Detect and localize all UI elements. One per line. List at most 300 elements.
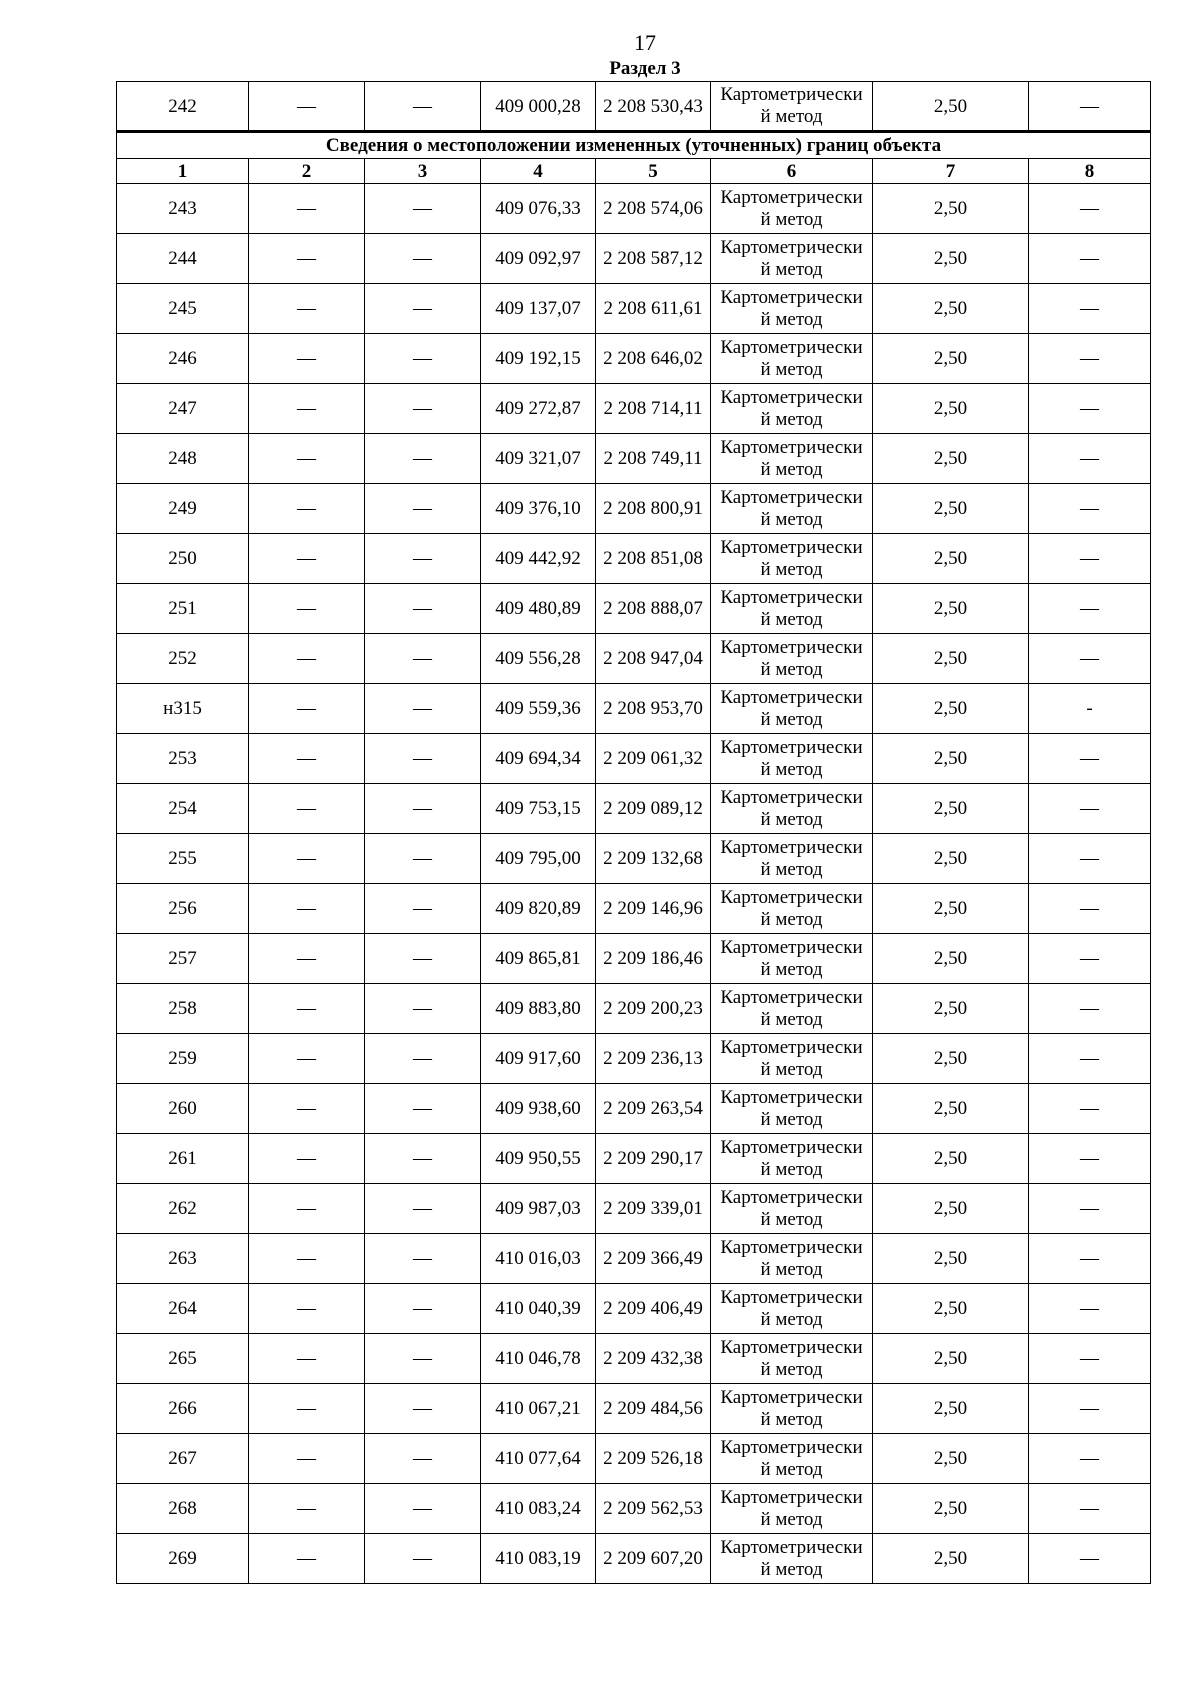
table-cell: — (1029, 384, 1151, 434)
table-cell: — (1029, 484, 1151, 534)
table-row (117, 184, 1151, 234)
method-line: Картометрически (720, 636, 863, 658)
table-cell: 2 209 607,20 (596, 1534, 711, 1584)
table-cell: 245 (117, 284, 249, 334)
table-cell: — (365, 1234, 481, 1284)
table-cell: 409 820,89 (481, 884, 596, 934)
table-cell: — (365, 1334, 481, 1384)
method-cell (711, 1534, 873, 1584)
method-line: й метод (760, 658, 823, 680)
table-cell: — (1029, 434, 1151, 484)
table-cell: 410 077,64 (481, 1434, 596, 1484)
table-row (117, 1084, 1151, 1134)
method-cell (711, 184, 873, 234)
table-cell: 2,50 (873, 484, 1029, 534)
table-cell: 409 272,87 (481, 384, 596, 434)
method-line: й метод (760, 1058, 823, 1080)
method-line: Картометрически (720, 1286, 863, 1308)
method-cell (711, 1234, 873, 1284)
method-line: Картометрически (720, 836, 863, 858)
column-number: 7 (873, 159, 1029, 184)
table-cell: 261 (117, 1134, 249, 1184)
method-line: й метод (760, 708, 823, 730)
table-cell: — (249, 934, 365, 984)
table-cell: 244 (117, 234, 249, 284)
table-cell: 410 040,39 (481, 1284, 596, 1334)
table-heading-row (117, 132, 1151, 159)
table-cell: 410 083,19 (481, 1534, 596, 1584)
table-cell: — (1029, 1034, 1151, 1084)
method-line: й метод (760, 1558, 823, 1580)
table-row (117, 534, 1151, 584)
table-cell: — (249, 484, 365, 534)
method-line: Картометрически (720, 736, 863, 758)
table-cell: 409 556,28 (481, 634, 596, 684)
table-cell: — (365, 734, 481, 784)
table-cell: — (1029, 834, 1151, 884)
table-cell: — (249, 784, 365, 834)
table-cell: 2,50 (873, 1184, 1029, 1234)
table-cell: — (365, 82, 481, 132)
table-cell: 410 067,21 (481, 1384, 596, 1434)
table-cell: 2 208 646,02 (596, 334, 711, 384)
table-row (117, 1034, 1151, 1084)
method-line: Картометрически (720, 286, 863, 308)
table-cell: 410 046,78 (481, 1334, 596, 1384)
table-cell: 264 (117, 1284, 249, 1334)
table-cell: — (249, 1434, 365, 1484)
table-cell: — (249, 1084, 365, 1134)
column-numbers-row (117, 159, 1151, 184)
table-cell: — (1029, 1284, 1151, 1334)
table-cell: — (1029, 334, 1151, 384)
table-cell: 249 (117, 484, 249, 534)
table-row (117, 284, 1151, 334)
method-cell (711, 684, 873, 734)
method-line: й метод (760, 758, 823, 780)
table-cell: — (365, 584, 481, 634)
table-cell: 2,50 (873, 1034, 1029, 1084)
table-cell: 2 209 290,17 (596, 1134, 711, 1184)
table-cell: — (1029, 1484, 1151, 1534)
method-line: й метод (760, 308, 823, 330)
table-cell: 409 753,15 (481, 784, 596, 834)
table-cell: 247 (117, 384, 249, 434)
method-cell (711, 1334, 873, 1384)
table-cell: — (365, 1384, 481, 1434)
table-cell: 242 (117, 82, 249, 132)
table-cell: 409 917,60 (481, 1034, 596, 1084)
table-cell: — (1029, 234, 1151, 284)
table-cell: 2,50 (873, 1534, 1029, 1584)
table-cell: — (1029, 984, 1151, 1034)
method-line: Картометрически (720, 686, 863, 708)
table-row (117, 334, 1151, 384)
table-cell: — (1029, 1184, 1151, 1234)
table-cell: — (1029, 1334, 1151, 1384)
method-line: й метод (760, 408, 823, 430)
table-cell: 2 208 714,11 (596, 384, 711, 434)
table-row (117, 584, 1151, 634)
table-cell: 250 (117, 534, 249, 584)
method-line: Картометрически (720, 1136, 863, 1158)
method-line: Картометрически (720, 1236, 863, 1258)
table-cell: 2,50 (873, 1334, 1029, 1384)
table-cell: 254 (117, 784, 249, 834)
table-cell: — (249, 1284, 365, 1334)
method-line: й метод (760, 458, 823, 480)
table-cell: 2,50 (873, 984, 1029, 1034)
table-cell: 263 (117, 1234, 249, 1284)
method-line: й метод (760, 1358, 823, 1380)
table-cell: — (1029, 734, 1151, 784)
table-cell: 2 208 888,07 (596, 584, 711, 634)
table-cell: 2 208 851,08 (596, 534, 711, 584)
method-line: Картометрически (720, 886, 863, 908)
table-cell: — (249, 1534, 365, 1584)
table-cell: 409 192,15 (481, 334, 596, 384)
table-cell: 268 (117, 1484, 249, 1534)
table-cell: — (365, 1034, 481, 1084)
table-cell: 2,50 (873, 684, 1029, 734)
table-row (117, 984, 1151, 1034)
table-cell: 2 208 947,04 (596, 634, 711, 684)
table-cell: 409 559,36 (481, 684, 596, 734)
table-cell: — (1029, 1434, 1151, 1484)
table-row (117, 1134, 1151, 1184)
method-line: Картометрически (720, 786, 863, 808)
table-cell: — (365, 1134, 481, 1184)
table-cell: 2 209 263,54 (596, 1084, 711, 1134)
table-row (117, 784, 1151, 834)
table-cell: 260 (117, 1084, 249, 1134)
table-cell: 2,50 (873, 784, 1029, 834)
table-row (117, 934, 1151, 984)
table-cell: — (365, 1484, 481, 1534)
table-cell: — (365, 234, 481, 284)
table-cell: — (249, 984, 365, 1034)
table-cell: 259 (117, 1034, 249, 1084)
method-line: й метод (760, 1308, 823, 1330)
table-row (117, 834, 1151, 884)
column-number: 4 (481, 159, 596, 184)
table-cell: — (365, 284, 481, 334)
table-cell: 409 321,07 (481, 434, 596, 484)
table-cell: - (1029, 684, 1151, 734)
table-row (117, 1234, 1151, 1284)
table-cell: 2,50 (873, 82, 1029, 132)
method-line: й метод (760, 208, 823, 230)
page-number: 17 (634, 30, 656, 55)
column-number: 6 (711, 159, 873, 184)
method-cell (711, 1284, 873, 1334)
table-cell: — (249, 684, 365, 734)
table-cell: 410 016,03 (481, 1234, 596, 1284)
table-cell: 2,50 (873, 1134, 1029, 1184)
table-cell: 2 209 339,01 (596, 1184, 711, 1234)
table-cell: 2 208 611,61 (596, 284, 711, 334)
method-cell (711, 434, 873, 484)
table-cell: — (249, 384, 365, 434)
table-cell: 2 209 432,38 (596, 1334, 711, 1384)
table-cell: — (249, 1334, 365, 1384)
table-cell: — (1029, 1384, 1151, 1434)
table-row (117, 884, 1151, 934)
method-line: Картометрически (720, 336, 863, 358)
method-line: й метод (760, 1108, 823, 1130)
table-cell: 2,50 (873, 584, 1029, 634)
table-cell: — (249, 884, 365, 934)
table-cell: 409 694,34 (481, 734, 596, 784)
method-line: й метод (760, 1008, 823, 1030)
table-cell: 255 (117, 834, 249, 884)
method-line: й метод (760, 1208, 823, 1230)
table-cell: 2,50 (873, 834, 1029, 884)
method-line: й метод (760, 1158, 823, 1180)
table-cell: 2,50 (873, 434, 1029, 484)
method-line: й метод (760, 1258, 823, 1280)
method-cell (711, 1084, 873, 1134)
table-cell: 2 209 186,46 (596, 934, 711, 984)
table-row (117, 384, 1151, 434)
column-number: 2 (249, 159, 365, 184)
table-cell: 2 209 200,23 (596, 984, 711, 1034)
table-cell: 409 076,33 (481, 184, 596, 234)
table-cell: 409 938,60 (481, 1084, 596, 1134)
table-row (117, 1434, 1151, 1484)
method-line: й метод (760, 958, 823, 980)
method-line: й метод (760, 808, 823, 830)
table-cell: 409 883,80 (481, 984, 596, 1034)
method-line: Картометрически (720, 1436, 863, 1458)
table-cell: — (1029, 934, 1151, 984)
method-line: Картометрически (720, 1336, 863, 1358)
table-cell: 409 795,00 (481, 834, 596, 884)
table-cell: — (365, 484, 481, 534)
table-cell: 2,50 (873, 934, 1029, 984)
table-cell: 2,50 (873, 734, 1029, 784)
method-cell (711, 784, 873, 834)
table-cell: — (365, 884, 481, 934)
table-cell: — (365, 934, 481, 984)
table-cell: 2 209 146,96 (596, 884, 711, 934)
table-cell: — (365, 434, 481, 484)
table-cell: — (249, 82, 365, 132)
table-cell: 2 209 526,18 (596, 1434, 711, 1484)
table-row (117, 82, 1151, 132)
table-cell: — (249, 834, 365, 884)
table-cell: — (249, 1034, 365, 1084)
method-line: й метод (760, 508, 823, 530)
table-row (117, 1184, 1151, 1234)
table-cell: 2,50 (873, 634, 1029, 684)
table-cell: — (365, 1534, 481, 1584)
table-cell: 409 865,81 (481, 934, 596, 984)
method-cell (711, 1134, 873, 1184)
table-cell: — (249, 1384, 365, 1434)
table-cell: 2,50 (873, 1384, 1029, 1434)
table-cell: — (249, 284, 365, 334)
table-cell: 269 (117, 1534, 249, 1584)
table-cell: 2 208 574,06 (596, 184, 711, 234)
method-cell (711, 234, 873, 284)
column-number: 8 (1029, 159, 1151, 184)
table-cell: 2,50 (873, 1234, 1029, 1284)
table-cell: 246 (117, 334, 249, 384)
table-cell: 2 208 530,43 (596, 82, 711, 132)
method-cell (711, 534, 873, 584)
table-row (117, 1334, 1151, 1384)
table-cell: — (249, 234, 365, 284)
table-cell: — (249, 534, 365, 584)
column-number: 1 (117, 159, 249, 184)
table-cell: — (249, 334, 365, 384)
method-line: й метод (760, 358, 823, 380)
table-cell: — (1029, 1534, 1151, 1584)
method-line: Картометрически (720, 186, 863, 208)
table-cell: 409 987,03 (481, 1184, 596, 1234)
table-cell: 265 (117, 1334, 249, 1384)
table-cell: 409 092,97 (481, 234, 596, 284)
table-cell: 2,50 (873, 534, 1029, 584)
table-cell: 253 (117, 734, 249, 784)
table-row (117, 234, 1151, 284)
method-line: й метод (760, 106, 823, 127)
table-cell: — (365, 384, 481, 434)
table-row (117, 434, 1151, 484)
table-cell: — (1029, 1234, 1151, 1284)
table-cell: 267 (117, 1434, 249, 1484)
table-cell: 2 209 132,68 (596, 834, 711, 884)
method-cell (711, 934, 873, 984)
method-line: й метод (760, 1408, 823, 1430)
table-cell: 2,50 (873, 1084, 1029, 1134)
table-cell: — (249, 434, 365, 484)
table-cell: 2 208 800,91 (596, 484, 711, 534)
table-cell: 248 (117, 434, 249, 484)
method-cell (711, 334, 873, 384)
table-cell: 2 209 366,49 (596, 1234, 711, 1284)
table-row (117, 734, 1151, 784)
table-cell: 409 000,28 (481, 82, 596, 132)
table-cell: 251 (117, 584, 249, 634)
table-cell: — (365, 534, 481, 584)
table-cell: 2 208 587,12 (596, 234, 711, 284)
table-cell: — (249, 1184, 365, 1234)
method-cell (711, 1034, 873, 1084)
method-line: Картометрически (720, 386, 863, 408)
table-cell: 2 208 749,11 (596, 434, 711, 484)
table-cell: — (1029, 1084, 1151, 1134)
table-cell: 2,50 (873, 334, 1029, 384)
method-cell (711, 384, 873, 434)
table-cell: — (249, 734, 365, 784)
table-row (117, 1534, 1151, 1584)
table-cell: — (249, 1134, 365, 1184)
method-line: Картометрически (720, 586, 863, 608)
method-line: Картометрически (720, 436, 863, 458)
method-line: й метод (760, 258, 823, 280)
table-cell: — (365, 1084, 481, 1134)
table-row (117, 1384, 1151, 1434)
table-cell: 2 209 089,12 (596, 784, 711, 834)
coordinates-table (116, 81, 1151, 1584)
table-cell: 266 (117, 1384, 249, 1434)
table-cell: — (1029, 284, 1151, 334)
method-line: Картометрически (720, 236, 863, 258)
section-title: Раздел 3 (609, 58, 681, 79)
method-line: Картометрически (720, 1536, 863, 1558)
table-cell: 243 (117, 184, 249, 234)
method-line: й метод (760, 1458, 823, 1480)
method-cell (711, 1434, 873, 1484)
table-cell: 262 (117, 1184, 249, 1234)
table-cell: 409 950,55 (481, 1134, 596, 1184)
table-cell: 257 (117, 934, 249, 984)
table-cell: 409 480,89 (481, 584, 596, 634)
method-line: Картометрически (720, 936, 863, 958)
table-cell: 2 209 406,49 (596, 1284, 711, 1334)
table-cell: — (1029, 82, 1151, 132)
table-cell: — (365, 784, 481, 834)
table-cell: — (365, 684, 481, 734)
method-line: Картометрически (720, 84, 863, 105)
table-cell: н315 (117, 684, 249, 734)
table-cell: — (249, 584, 365, 634)
table-cell: 258 (117, 984, 249, 1034)
table-cell: — (365, 1184, 481, 1234)
method-line: Картометрически (720, 1036, 863, 1058)
table-cell: — (1029, 884, 1151, 934)
table-row (117, 634, 1151, 684)
method-cell (711, 584, 873, 634)
table-cell: — (1029, 634, 1151, 684)
method-line: й метод (760, 908, 823, 930)
method-line: й метод (760, 558, 823, 580)
table-cell: 252 (117, 634, 249, 684)
method-cell (711, 1184, 873, 1234)
table-cell: — (365, 984, 481, 1034)
table-cell: — (1029, 534, 1151, 584)
table-cell: — (249, 634, 365, 684)
table-cell: 2,50 (873, 884, 1029, 934)
table-cell: — (365, 634, 481, 684)
method-line: Картометрически (720, 536, 863, 558)
table-cell: — (249, 1234, 365, 1284)
method-cell (711, 82, 873, 132)
table-cell: — (249, 1484, 365, 1534)
table-cell: — (365, 1434, 481, 1484)
method-line: й метод (760, 608, 823, 630)
table-cell: 256 (117, 884, 249, 934)
method-cell (711, 834, 873, 884)
column-number: 3 (365, 159, 481, 184)
table-cell: 2,50 (873, 284, 1029, 334)
column-number: 5 (596, 159, 711, 184)
method-cell (711, 984, 873, 1034)
table-cell: 2,50 (873, 384, 1029, 434)
method-cell (711, 284, 873, 334)
method-cell (711, 1484, 873, 1534)
table-cell: — (1029, 184, 1151, 234)
table-cell: 2 209 562,53 (596, 1484, 711, 1534)
table-cell: 2,50 (873, 234, 1029, 284)
table-cell: 2,50 (873, 1484, 1029, 1534)
table-cell: 2 208 953,70 (596, 684, 711, 734)
table-row (117, 1284, 1151, 1334)
method-cell (711, 884, 873, 934)
table-cell: — (249, 184, 365, 234)
